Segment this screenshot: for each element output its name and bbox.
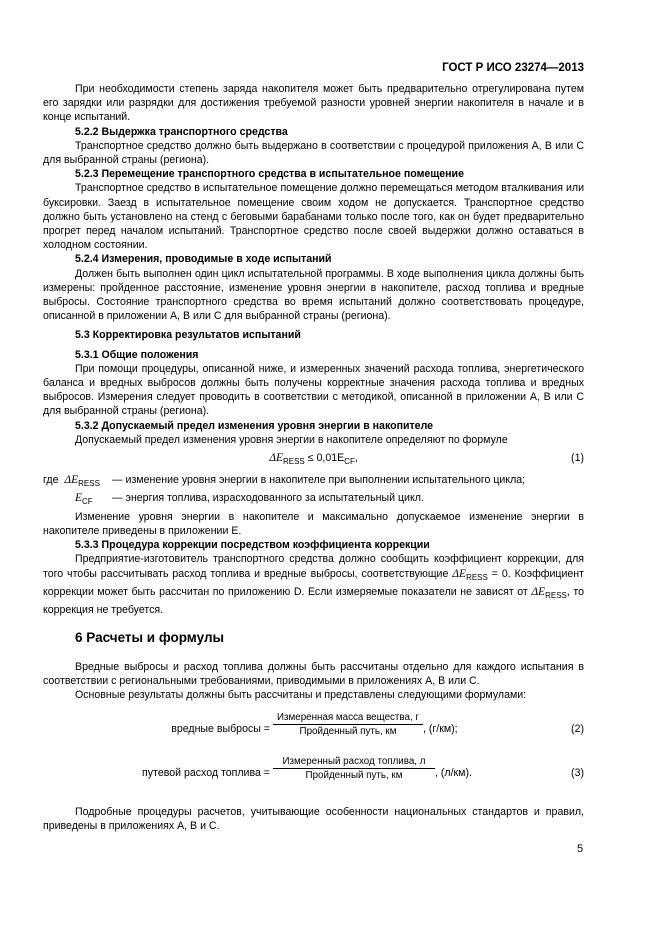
section-6-heading: 6 Расчеты и формулы [75, 630, 225, 646]
section-5-2-2-title: 5.2.2 Выдержка транспортного средства [75, 125, 288, 138]
equation-2: вредные выбросы = Измеренная масса вещества, г Пройденный путь, км , (г/км); (2) [171, 712, 584, 738]
eq1-number: (1) [571, 452, 584, 465]
eq3-fraction: Измеренный расход топлива, л Пройденный путь, км [273, 755, 435, 782]
where-line-2: $E_{CF}$ — энергия топлива, израсходованного за испытательный цикл. [75, 492, 424, 507]
section-5-3-2-text: Допускаемый предел изменения уровня энергии в накопителе определяют по формуле [75, 433, 508, 446]
section-5-3-2-title: 5.3.2 Допускаемый предел изменения уровня энергии в накопителе [75, 419, 434, 432]
page-number: 5 [577, 843, 584, 855]
section-5-2-4-text: Должен быть выполнен один цикл испытательной программы. В ходе выполнения цикла должны быть измерены: пройденное расстояние, изменение уровня энергии в накопителе, расход топлива и вредные выбросы. Состояние транспортного средства во время испытаний должно соответствовать процедуре, описанной в приложении А, В или С для выбранной страны (региона). [43, 267, 584, 323]
page-body [43, 82, 584, 834]
where-line-1: где $\Delta E_{RESS}$ — изменение уровня энергии в накопителе при выполнении испытательного цикла; [43, 474, 526, 489]
section-5-3-2-text-2: Изменение уровня энергии в накопителе и максимально допускаемое изменение энергии в накопителе приведены в приложении Е. [43, 510, 584, 537]
section-5-3-title: 5.3 Корректировка результатов испытаний [75, 329, 301, 342]
section-5-2-4-title: 5.2.4 Измерения, проводимые в ходе испытаний [75, 253, 332, 266]
paragraph-intro: При необходимости степень заряда накопителя может быть предварительно отрегулирована путем его зарядки или разрядки для достижения требуемой разности уровней энергии накопителя в начале и в конце испытаний. [43, 83, 584, 124]
section-5-3-3-text: Предприятие-изготовитель транспортного средства должно сообщить коэффициент коррекции, для того чтобы рассчитывать расход топлива и вредные выбросы, соответствующие $\Delta E_{RESS} = 0$. Коэффициент коррекции может быть рассчитан по приложению D. Если измеряемые показатели не зависят от $\Delta E_{RESS}$, то коррекция не требуется. [43, 553, 585, 617]
section-5-3-1-title: 5.3.1 Общие положения [75, 348, 199, 361]
section-5-3-3-title: 5.3.3 Процедура коррекции посредством коэффициента коррекции [75, 539, 430, 552]
eq1-formula: $\Delta E_{RESS} \le 0,01E_{CF}$, [269, 452, 358, 467]
section-6-paragraph-3: Подробные процедуры расчетов, учитывающие особенности национальных стандартов и правил, приведены в приложениях А, В и С. [43, 806, 584, 833]
section-5-2-2-text: Транспортное средство должно быть выдержано в соответствии с процедурой приложения А, В или С для выбранной страны (региона). [43, 139, 584, 167]
eq2-fraction: Измеренная масса вещества, г Пройденный путь, км [273, 711, 423, 738]
section-6-paragraph-2: Основные результаты должны быть рассчитаны и представлены следующими формулами: [75, 688, 527, 701]
equation-1 [43, 451, 584, 473]
document-header: ГОСТ Р ИСО 23274—2013 [442, 62, 584, 74]
section-5-2-3-text: Транспортное средство в испытательное помещение должно перемещаться методом вталкивания или буксировки. Заезд в испытательное помещение своим ходом не допускается. Транспортное средство должно быть установлено на стенд с беговыми барабанами только после того, как он будет предварительно прогрет перед началом испытаний. Транспортное средство после своей выдержки должно оставаться в холодном состоянии. [43, 182, 584, 252]
section-5-2-3-title: 5.2.3 Перемещение транспортного средства в испытательное помещение [75, 168, 464, 181]
section-6-paragraph-1: Вредные выбросы и расход топлива должны быть рассчитаны отдельно для каждого испытания в соответствии с региональными требованиями, приводимыми в приложениях А, В или С. [43, 660, 584, 687]
section-5-3-1-text: При помощи процедуры, описанной ниже, и измеренных значений расхода топлива, энергетического баланса и вредных выбросов должны быть получены корректные значения расхода топлива и вредных выбросов. Измерения следует проводить в соответствии с методикой, описанной в приложении А, В или С для выбранной страны (региона). [43, 362, 584, 418]
equation-3: путевой расход топлива = Измеренный расход топлива, л Пройденный путь, км , (л/км). (3) [142, 756, 584, 782]
